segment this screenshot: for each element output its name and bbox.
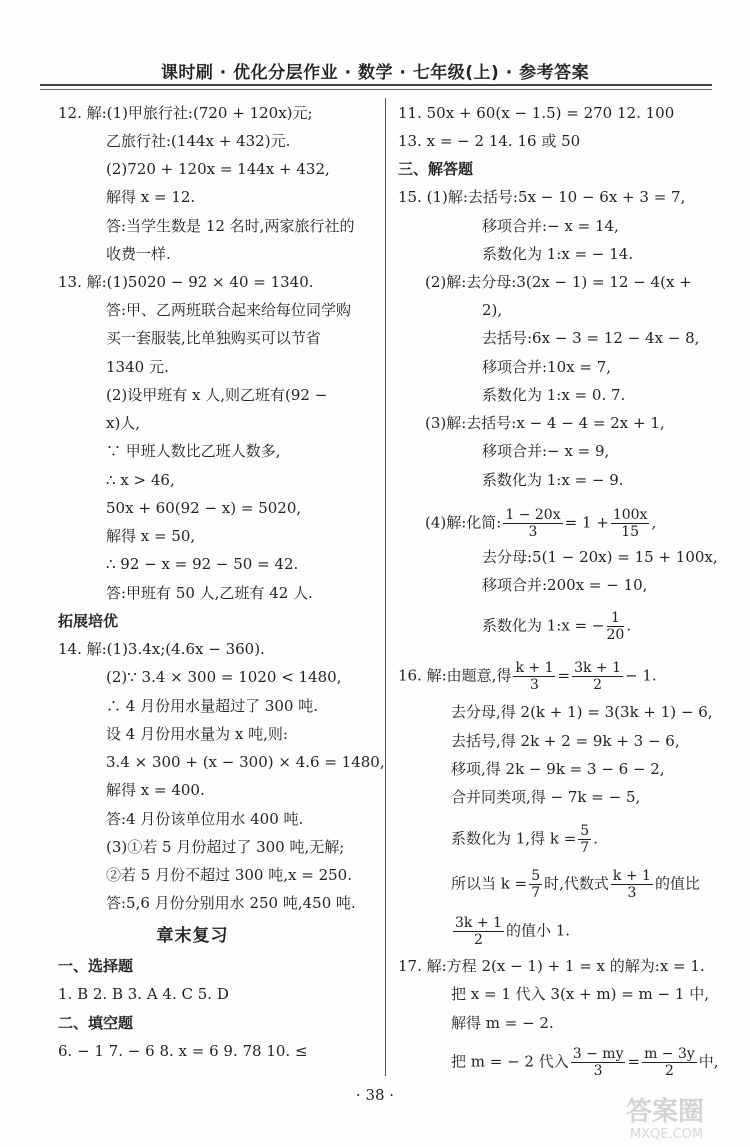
answer-14-line: 解得 x = 400. — [106, 781, 205, 799]
section-heading: 拓展培优 — [58, 612, 119, 630]
header-rule-thin — [40, 89, 712, 90]
answer-16-line: 移项,得 2k − 9k = 3 − 6 − 2, — [451, 760, 665, 778]
header-rule-thick — [40, 84, 712, 86]
answer-15-line-fraction — [482, 610, 631, 643]
text: − 1. — [625, 666, 657, 685]
answer-15-line: 移项合并:10x = 7, — [482, 358, 612, 376]
denominator: 2 — [593, 677, 602, 693]
answer-14-line: 设 4 月份用水量为 x 吨,则: — [106, 725, 288, 743]
answer-16-line-fraction — [451, 823, 598, 856]
text: = — [627, 1052, 641, 1071]
numerator: 1 − 20x — [505, 507, 561, 523]
column-divider — [385, 98, 386, 1076]
section-heading: 二、填空题 — [58, 1014, 134, 1032]
fraction — [611, 507, 650, 540]
answer-14-line: 答:5,6 月份分别用水 250 吨,450 吨. — [106, 894, 356, 912]
answer-15-line: 系数化为 1:x = − 9. — [482, 471, 624, 489]
text: . — [593, 829, 598, 848]
answer-15-line: 15. (1)解:去括号:5x − 10 − 6x + 3 = 7, — [398, 188, 686, 206]
numerator: 3 − my — [572, 1046, 624, 1062]
answer-17-line: 17. 解:方程 2(x − 1) + 1 = x 的解为:x = 1. — [398, 957, 705, 975]
text: 16. 解:由题意,得 — [398, 666, 512, 685]
answer-15-line: 系数化为 1:x = − 14. — [482, 245, 634, 263]
answer-15-line: (3)解:去括号:x − 4 − 4 = 2x + 1, — [425, 414, 665, 432]
answer-12-line: 收费一样. — [106, 245, 171, 263]
answer-12-line: 解得 x = 12. — [106, 188, 196, 206]
answer-13-line: 买一套服装,比单独购买可以节省 — [106, 329, 321, 347]
answer-15-line-fraction — [425, 507, 656, 540]
text: 系数化为 1:x = − — [482, 616, 605, 635]
answer-12-line: 答:当学生数是 12 名时,两家旅行社的 — [106, 217, 355, 235]
answer-15-line: 移项合并:200x = − 10, — [482, 576, 648, 594]
answer-16-line: 合并同类项,得 − 7k = − 5, — [451, 788, 641, 806]
answer-14-line: (3)①若 5 月份超过了 300 吨,无解; — [106, 838, 345, 856]
fraction — [529, 868, 542, 901]
watermark-url: MXQE.COM — [630, 1127, 704, 1142]
text: 系数化为 1,得 k = — [451, 829, 577, 848]
numerator: k + 1 — [515, 660, 554, 676]
answer-13-line: 50x + 60(92 − x) = 5020, — [106, 499, 302, 517]
watermark-text: 答案圈 — [626, 1097, 705, 1127]
fraction — [578, 823, 591, 856]
numerator: 3k + 1 — [574, 660, 621, 676]
answer-13-line: x)人, — [106, 414, 141, 432]
fill-answers: 6. − 1 7. − 6 8. x = 6 9. 78 10. ≤ — [58, 1042, 308, 1060]
denominator: 2 — [474, 932, 483, 948]
answer-14-line: ∴ 4 月份用水量超过了 300 吨. — [106, 697, 319, 715]
fraction — [607, 610, 625, 643]
answer-16-line: 去括号,得 2k + 2 = 9k + 3 − 6, — [451, 732, 680, 750]
numerator: m − 3y — [644, 1046, 695, 1062]
page-header: 课时刷 · 优化分层作业 · 数学 · 七年级(上) · 参考答案 — [160, 63, 590, 83]
answer-14-line: ②若 5 月份不超过 300 吨,x = 250. — [106, 866, 352, 884]
answer-17-line-fraction — [451, 1046, 719, 1079]
answer-13-line: ∵ 甲班人数比乙班人数多, — [106, 442, 281, 460]
answer-13-line: 答:甲、乙两班联合起来给每位同学购 — [106, 301, 352, 319]
answer-16-line-fraction — [451, 915, 570, 948]
fill-answers: 13. x = − 2 14. 16 或 50 — [398, 132, 581, 150]
text: = — [557, 666, 571, 685]
answer-13-line: 1340 元. — [106, 358, 169, 376]
fraction — [571, 1046, 626, 1079]
answer-13-line: ∴ x > 46, — [106, 471, 175, 489]
text: , — [651, 513, 657, 532]
numerator: 5 — [531, 868, 541, 884]
answer-14-line: 答:4 月份该单位用水 400 吨. — [106, 810, 304, 828]
page-number: · 38 · — [355, 1086, 395, 1104]
answer-16-line-fraction — [451, 868, 700, 901]
text: 时,代数式 — [544, 874, 609, 893]
numerator: 5 — [580, 823, 590, 839]
text: = 1 + — [564, 513, 609, 532]
watermark-logo — [622, 1092, 740, 1142]
answer-15-line: (2)解:去分母:3(2x − 1) = 12 − 4(x + — [425, 273, 692, 291]
text: 的值比 — [654, 874, 700, 893]
denominator: 3 — [530, 677, 539, 693]
denominator: 2 — [664, 1063, 674, 1079]
denominator: 3 — [593, 1063, 603, 1079]
answer-17-line: 解得 m = − 2. — [451, 1014, 554, 1032]
answer-12-line: 12. 解:(1)甲旅行社:(720 + 120x)元; — [58, 104, 313, 122]
answer-13-line: 解得 x = 50, — [106, 527, 196, 545]
fraction — [642, 1046, 697, 1079]
answer-14-line: 14. 解:(1)3.4x;(4.6x − 360). — [58, 640, 265, 658]
chapter-title: 章末复习 — [156, 926, 229, 946]
denominator: 15 — [621, 524, 640, 540]
answer-14-line: 3.4 × 300 + (x − 300) × 4.6 = 1480, — [106, 753, 385, 771]
text: . — [626, 616, 632, 635]
numerator: k + 1 — [612, 868, 651, 884]
answer-13-line: ∴ 92 − x = 92 − 50 = 42. — [106, 555, 299, 573]
answer-15-line: 系数化为 1:x = 0. 7. — [482, 386, 626, 404]
choice-answers: 1. B 2. B 3. A 4. C 5. D — [58, 985, 229, 1003]
answer-13-line: 答:甲班有 50 人,乙班有 42 人. — [106, 584, 313, 602]
answer-15-line: 去分母:5(1 − 20x) = 15 + 100x, — [482, 548, 718, 566]
fraction — [572, 660, 623, 693]
text: (4)解:化简: — [425, 513, 502, 532]
text: 把 m = − 2 代入 — [451, 1052, 569, 1071]
numerator: 100x — [612, 507, 648, 523]
denominator: 7 — [531, 885, 541, 901]
denominator: 20 — [606, 627, 625, 643]
answer-15-line: 移项合并:− x = 9, — [482, 442, 610, 460]
answer-12-line: 乙旅行社:(144x + 432)元. — [106, 132, 291, 150]
denominator: 3 — [528, 524, 538, 540]
section-heading: 三、解答题 — [398, 160, 474, 178]
numerator: 3k + 1 — [455, 915, 502, 931]
fraction — [503, 507, 562, 540]
text: 中, — [698, 1052, 719, 1071]
section-heading: 一、选择题 — [58, 957, 134, 975]
answer-16-line-fraction — [398, 660, 657, 693]
text: 的值小 1. — [505, 921, 571, 940]
answer-15-line: 去括号:6x − 3 = 12 − 4x − 8, — [482, 329, 700, 347]
answer-14-line: (2)∵ 3.4 × 300 = 1020 < 1480, — [106, 668, 342, 686]
answer-13-line: (2)设甲班有 x 人,则乙班有(92 − — [106, 386, 328, 404]
fraction — [453, 915, 504, 948]
text: 所以当 k = — [451, 874, 528, 893]
answer-16-line: 去分母,得 2(k + 1) = 3(3k + 1) − 6, — [451, 703, 713, 721]
answer-15-line: 2), — [482, 301, 503, 319]
denominator: 3 — [627, 885, 637, 901]
answer-12-line: (2)720 + 120x = 144x + 432, — [106, 160, 330, 178]
fill-answers: 11. 50x + 60(x − 1.5) = 270 12. 100 — [398, 104, 675, 122]
fraction — [611, 868, 653, 901]
numerator: 1 — [607, 610, 625, 627]
answer-17-line: 把 x = 1 代入 3(x + m) = m − 1 中, — [451, 985, 709, 1003]
answer-13-line: 13. 解:(1)5020 − 92 × 40 = 1340. — [58, 273, 314, 291]
answer-15-line: 移项合并:− x = 14, — [482, 217, 619, 235]
fraction — [513, 660, 555, 693]
denominator: 7 — [580, 840, 590, 856]
